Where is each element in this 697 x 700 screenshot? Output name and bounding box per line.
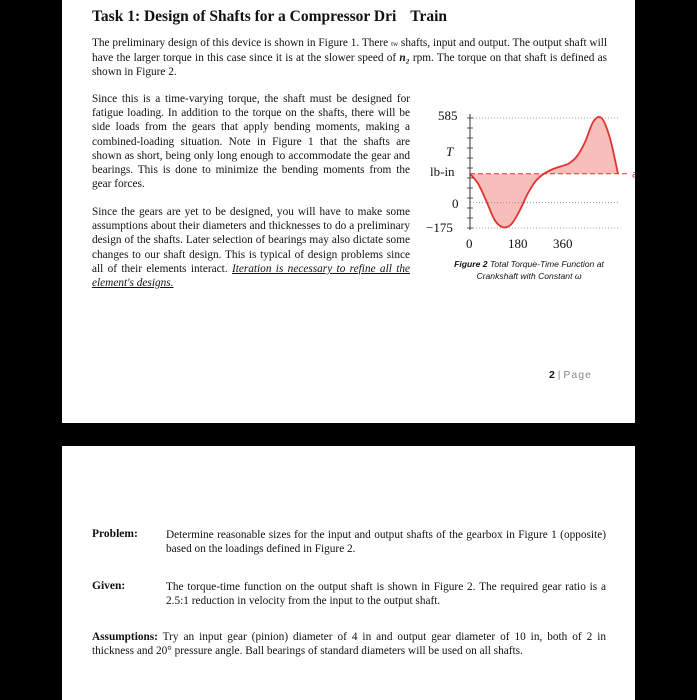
title-left: Task 1: Design of Shafts for a Compressor Dri (92, 8, 397, 25)
intro-a: The preliminary design of this device is shown in Figure 1. There (92, 37, 389, 49)
y-axis-symbol: T (446, 144, 454, 159)
xtick-0: 0 (466, 236, 473, 251)
paragraph-fatigue: Since this is a time-varying torque, the shaft must be designed for fatigue loading. In addition to the torque on the shafts, there will be side loads from the gears that apply bending moments, making a combined-loading situation. Note in Figure 1 that the shafts are shown as short, being only long enough to accommodate the gear and bearings. This is done to minimize the bending moments from the gear forces. (92, 93, 410, 191)
xtick-180: 180 (508, 236, 528, 251)
assumptions-block (92, 630, 606, 658)
ytick-585: 585 (438, 108, 458, 123)
page-word: Page (563, 369, 592, 381)
figure-caption (434, 258, 624, 282)
intro-n2: n₂ (399, 52, 410, 65)
torque-plot (422, 100, 650, 260)
assumptions-label: Assumptions: (92, 631, 158, 643)
page-number-value: 2 (549, 369, 555, 381)
given-label: Given: (92, 580, 126, 592)
xtick-360: 360 (553, 236, 573, 251)
para2-underlined: Iteration is necessary to refine all the element's designs. (92, 262, 410, 290)
caption-label: Figure 2 (454, 259, 488, 269)
torque-area (470, 117, 618, 228)
problem-text: Determine reasonable sizes for the input and output shafts of the gearbox in Figure 1 (opposite) based on the loadings defined in Figure 2. (166, 529, 606, 556)
ytick-minus-175: −175 (426, 220, 453, 235)
intro-paragraph (92, 36, 607, 80)
given-text: The torque-time function on the output shaft is shown in Figure 2. The required gear ratio is a 2.5:1 reduction in velocity from the input to the output shaft. (166, 581, 606, 608)
document-page-2 (62, 446, 635, 700)
problem-label: Problem: (92, 528, 138, 540)
caption-text: Total Torque-Time Function at Crankshaft with Constant ω (476, 259, 604, 281)
para2-main: Since the gears are yet to be designed, you will have to make some assumptions about their diameters and thicknesses to do a preliminary design of the shafts. Later selection of bearings may also dictate some changes to our shaft design. This is typical of design problems since all of their elements interact. (92, 206, 410, 275)
assumptions-text: Try an input gear (pinion) diameter of 4 in and output gear diameter of 10 in, both of 2 in thickness and 20° pressure angle. Ball bearings of standard diameters will be used on all shafts. (92, 631, 606, 658)
ytick-0: 0 (452, 196, 459, 211)
paragraph-gears (92, 205, 410, 290)
y-axis-unit: lb-in (430, 164, 455, 179)
intro-d: rpm. The torque on that shaft is defined as shown in Figure 2. (92, 52, 607, 79)
document-page-1 (62, 0, 650, 423)
avg-label: avg (632, 166, 650, 181)
torque-chart (422, 100, 650, 260)
task-title (92, 8, 447, 26)
page-number: 2 | Page (549, 369, 592, 381)
title-right: Train (410, 8, 448, 25)
intro-b: tw (391, 40, 399, 48)
intro-c: shafts, input and output. The output shaft will have the larger torque in this case since it is at the slower speed of (92, 37, 608, 65)
